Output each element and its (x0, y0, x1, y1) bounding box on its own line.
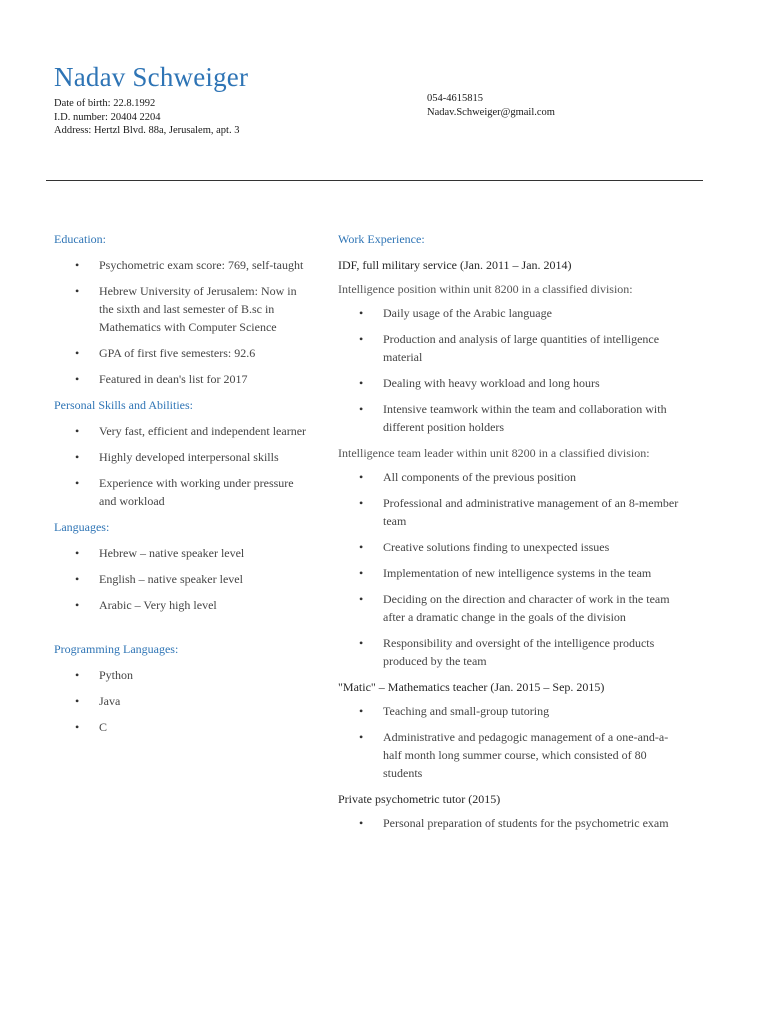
role1-list (338, 304, 683, 436)
email-address[interactable]: Nadav.Schweiger@gmail.com (427, 106, 555, 118)
section-spacer (54, 622, 310, 640)
list-item: • C (54, 718, 310, 736)
list-item: • Very fast, efficient and independent learner (54, 422, 310, 440)
education-heading: Education: (54, 232, 106, 246)
list-item: • Python (54, 666, 310, 684)
candidate-name: Nadav Schweiger (54, 62, 249, 92)
list-item: • Professional and administrative management of an 8-member team (338, 494, 683, 530)
list-item: • Teaching and small-group tutoring (338, 702, 683, 720)
phone-number: 054-4615815 (427, 93, 483, 104)
list-item: • Hebrew University of Jerusalem: Now in the sixth and last semester of B.sc in Mathematics with Computer Science (54, 282, 310, 336)
list-item: • Dealing with heavy workload and long hours (338, 374, 683, 392)
list-item: • Arabic – Very high level (54, 596, 310, 614)
list-item: • Implementation of new intelligence systems in the team (338, 564, 683, 582)
list-item: • Responsibility and oversight of the intelligence products produced by the team (338, 634, 683, 670)
programming-list (54, 666, 310, 736)
right-column (338, 230, 683, 840)
list-item: • Creative solutions finding to unexpected issues (338, 538, 683, 556)
tutor-title: Private psychometric tutor (2015) (338, 792, 501, 806)
list-item: • Hebrew – native speaker level (54, 544, 310, 562)
list-item: • Experience with working under pressure and workload (54, 474, 310, 510)
list-item: • GPA of first five semesters: 92.6 (54, 344, 310, 362)
contact-info (427, 92, 555, 119)
list-item: • Psychometric exam score: 769, self-taught (54, 256, 310, 274)
work-experience-heading: Work Experience: (338, 232, 425, 246)
role2-list (338, 468, 683, 670)
id-number: I.D. number: 20404 2204 (54, 111, 161, 123)
tutor-list (338, 814, 683, 832)
languages-list (54, 544, 310, 614)
education-list (54, 256, 310, 388)
left-column (54, 230, 310, 744)
matic-list (338, 702, 683, 782)
list-item: • Deciding on the direction and character of work in the team after a dramatic change in the goals of the division (338, 590, 683, 626)
header-divider (46, 180, 703, 181)
list-item: • Featured in dean's list for 2017 (54, 370, 310, 388)
list-item: • Highly developed interpersonal skills (54, 448, 310, 466)
programming-heading: Programming Languages: (54, 642, 179, 656)
list-item: • Administrative and pedagogic management of a one-and-a-half month long summer course, which consisted of 80 students (338, 728, 683, 782)
list-item: • Intensive teamwork within the team and collaboration with different position holders (338, 400, 683, 436)
list-item: • Personal preparation of students for the psychometric exam (338, 814, 683, 832)
address: Address: Hertzl Blvd. 88a, Jerusalem, apt. 3 (54, 125, 240, 136)
list-item: • Daily usage of the Arabic language (338, 304, 683, 322)
list-item: • Java (54, 692, 310, 710)
languages-heading: Languages: (54, 520, 110, 534)
list-item: • English – native speaker level (54, 570, 310, 588)
idf-service-title: IDF, full military service (Jan. 2011 – Jan. 2014) (338, 258, 572, 272)
skills-list (54, 422, 310, 510)
list-item: • All components of the previous position (338, 468, 683, 486)
skills-heading: Personal Skills and Abilities: (54, 398, 194, 412)
date-of-birth: Date of birth: 22.8.1992 (54, 98, 156, 109)
role2-title: Intelligence team leader within unit 8200 in a classified division: (338, 446, 650, 460)
matic-title: "Matic" – Mathematics teacher (Jan. 2015 – Sep. 2015) (338, 680, 605, 694)
list-item: • Production and analysis of large quantities of intelligence material (338, 330, 683, 366)
role1-title: Intelligence position within unit 8200 in a classified division: (338, 282, 633, 296)
personal-info (54, 97, 239, 138)
